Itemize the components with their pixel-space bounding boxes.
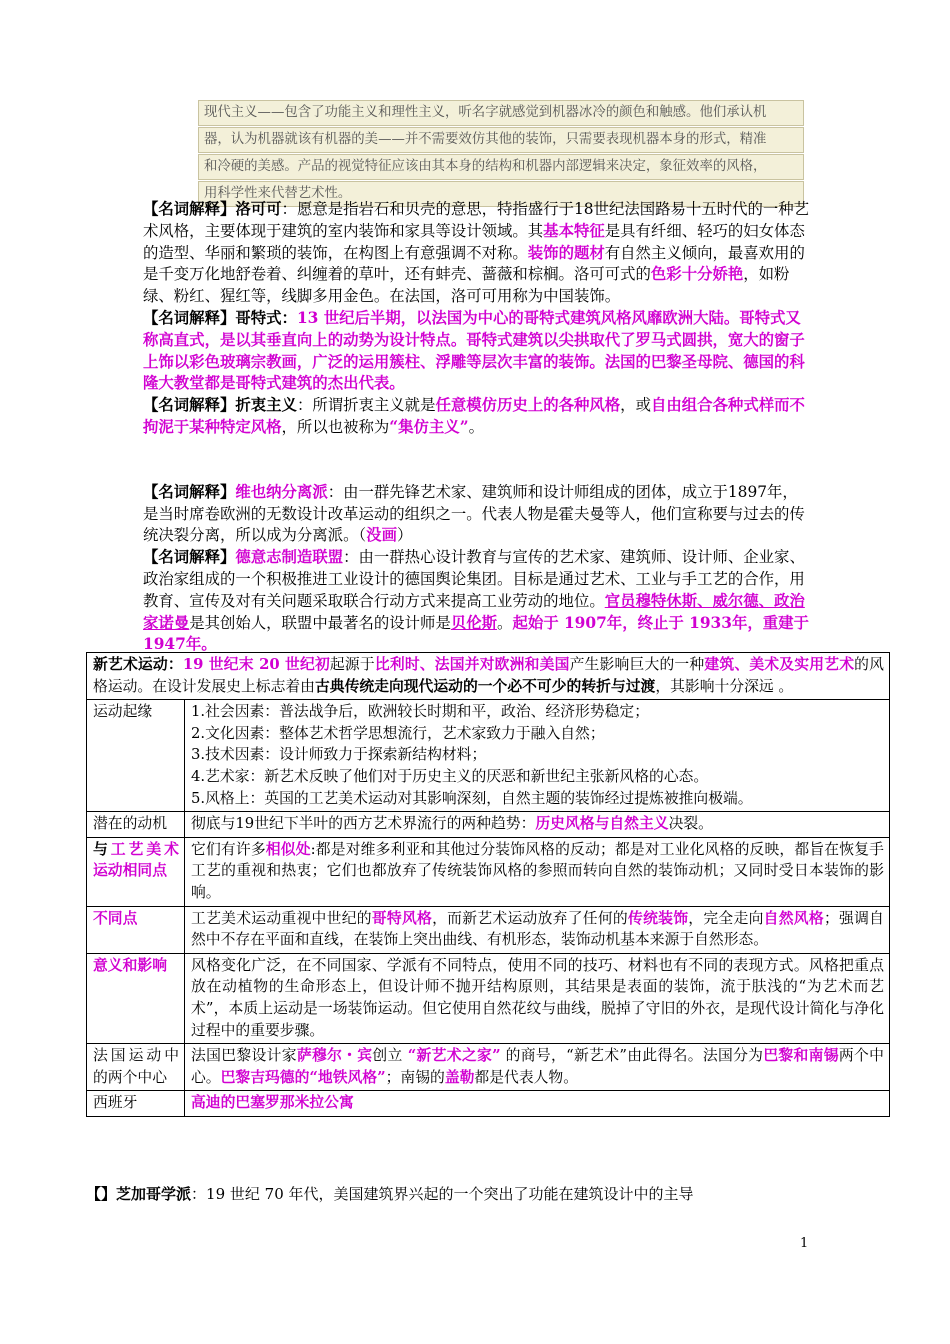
text: ：由一群先锋艺术家、建筑师和设计师组成的团体，成立于1897年，是当时席卷欧洲的无数设计改革运动的组织之一。代表人物是霍夫曼等人，他们宣称要与过去的传统决裂分离，所以成为分离派。（ (143, 482, 805, 545)
list-item: 5.风格上：英国的工艺美术运动对其影响深刻，自然主题的装饰经过提炼被推向极端。 (191, 789, 753, 807)
highlight: 比利时、法国并对欧洲和美国 (374, 656, 570, 673)
text: 它们有许多 (191, 840, 266, 858)
text: 创立 (372, 1047, 408, 1065)
text: ：19 世纪 70 年代，美国建筑界兴起的一个突出了功能在建筑设计中的主导 (191, 1185, 694, 1203)
highlight: 色彩十分娇艳 (650, 265, 744, 284)
term: 维也纳分离派 (235, 482, 328, 501)
text: ；南锡的 (385, 1068, 445, 1086)
highlight: 萨穆尔・宾 (296, 1047, 373, 1065)
list-item: 3.技术因素：设计师致力于探索新结构材料； (191, 746, 487, 764)
text: 。 (497, 613, 513, 632)
term: 洛可可 (235, 200, 282, 218)
definition-werkbund (143, 547, 813, 656)
tag: 【名词解释】 (143, 482, 236, 501)
highlight: 官员穆特休斯、威尔德、政治家诺曼 (143, 591, 805, 632)
tag: 【名词解释】 (143, 548, 236, 567)
tag: 【名词解释】 (143, 308, 236, 327)
tag: 【名词解释】 (143, 396, 236, 415)
row-head: 潜在的动机 (87, 812, 185, 838)
quote-line: 用科学性来代替艺术性。 (198, 181, 804, 207)
text: ：由一群热心设计教育与宣传的艺术家、建筑师、设计师、企业家、政治家组成的一个积极推进工业设计的德国舆论集团。目标是通过艺术、工业与手工艺的合作，用教育、宣传及对有关问题采取联合行动方式来提高工业劳动的地位。 (143, 548, 805, 610)
text: ：愿意是指岩石和贝壳的意思，特指盛行于18世纪法国路易十五时代的一种艺术风格，主要体现于建筑的室内装饰和家具等设计领域。其 (143, 200, 810, 240)
table-cell (185, 812, 890, 838)
table-cell (185, 1044, 890, 1091)
list-item: 4.艺术家：新艺术反映了他们对于历史主义的厌恶和新世纪主张新风格的心态。 (191, 767, 709, 785)
list-item: 1.社会因素：普法战争后，欧洲较长时期和平，政治、经济形势稳定； (191, 703, 650, 721)
row-head: 法国运动中的两个中心 (87, 1044, 185, 1091)
text: ：所谓折衷主义就是 (296, 396, 436, 415)
row-head: 意义和影响 (87, 953, 185, 1043)
highlight: 盖勒 (444, 1068, 475, 1086)
text: 工艺美术运动重视中世纪的 (191, 909, 372, 927)
highlight: 传统装饰 (628, 909, 689, 927)
highlight: 自然风格 (763, 909, 824, 927)
definition-gothic (143, 308, 813, 395)
highlight: 装饰的题材 (527, 243, 605, 262)
table-row (87, 700, 890, 812)
text: 彻底与19世纪下半叶的西方艺术界流行的两种趋势： (191, 815, 536, 833)
table-row (87, 1044, 890, 1091)
table-cell (185, 837, 890, 906)
definition-secession (143, 482, 813, 547)
highlight: 起始于 1907年，终止于 1933年，重建于 1947年。 (143, 613, 809, 654)
text: 是具有纤细、轻巧的妇女体态的造型、华丽和繁琐的装饰，在构图上有意强调不对称。 (143, 221, 805, 262)
text: 有自然主义倾向，最喜欢用的是千变万化地舒卷着、纠缠着的草叶，还有蚌壳、蔷薇和棕榈。洛可可式的 (143, 243, 805, 284)
highlight: 古典传统走向现代运动的一个必不可少的转折与过渡 (314, 677, 656, 695)
quote-box (198, 100, 804, 208)
term: 折衷主义 (235, 396, 297, 415)
highlight: 基本特征 (543, 221, 605, 240)
footer-text (86, 1184, 886, 1204)
highlight: 哥特风格 (371, 909, 433, 927)
table-cell-intro (87, 653, 890, 700)
text: 是其创始人，联盟中最著名的设计师是 (189, 613, 451, 632)
text: 。 (468, 417, 484, 436)
highlight: 13 世纪后半期，以法国为中心的哥特式建筑风格风靡欧洲大陆。哥特式又称高直式，是以其垂直向上的动势为设计特点。哥特式建筑以尖拱取代了罗马式圆拱，宽大的窗子上饰以彩色玻璃宗教画，广泛的运用簇柱、浮雕等层次丰富的装饰。法国的巴黎圣母院、德国的科隆大教堂都是哥特式建筑的杰出代表。 (143, 308, 805, 393)
table-row (87, 1091, 890, 1117)
text: ） (396, 526, 413, 545)
highlight: 自由组合各种式样而不拘泥于某种特定风格 (143, 396, 805, 436)
term: 芝加哥学派 (116, 1185, 192, 1203)
text: ；强调自然中不存在平面和直线，在装饰上突出曲线、有机形态，装饰动机基本来源于自然形态。 (191, 909, 884, 949)
text: ，而新艺术运动放弃了任何的 (432, 909, 629, 927)
table-cell (185, 906, 890, 953)
highlight: “集仿主义” (389, 417, 469, 436)
highlight: 巴黎吉玛德的“地铁风格” (220, 1068, 386, 1086)
quote-line: 现代主义——包含了功能主义和理性主义，听名字就感觉到机器冰冷的颜色和触感。他们承认机 (198, 100, 804, 126)
table-row (87, 837, 890, 906)
highlight: “新艺术之家” (407, 1047, 501, 1065)
definition-eclectic (143, 395, 813, 439)
main-text (143, 199, 813, 656)
text: ，完全走向 (688, 909, 764, 927)
quote-line: 器，认为机器就该有机器的美——并不需要效仿其他的装饰，只需要表现机器本身的形式，精准 (198, 127, 804, 153)
text: 法国巴黎设计家 (191, 1047, 297, 1065)
quote-line: 和冷硬的美感。产品的视觉特征应该由其本身的结构和机器内部逻辑来决定，象征效率的风格， (198, 154, 804, 180)
row-head: 运动起缘 (87, 700, 185, 812)
text: 两个中心。 (191, 1047, 884, 1086)
highlight: 贝伦斯 (450, 613, 498, 632)
row-head: 不同点 (87, 906, 185, 953)
text: 起源于 (329, 656, 375, 673)
text: ，其影响十分深远 。 (655, 677, 794, 695)
text: :都是对维多利亚和其他过分装饰风格的反动；都是对工业化风格的反映，都旨在恢复手工艺的重视和热衷；它们也都放弃了传统装饰风格的参照而转向自然的装饰动机；又同时受日本装饰的影响。 (191, 840, 884, 901)
table-row (87, 906, 890, 953)
highlight: 工艺美术运动相同点 (93, 840, 179, 880)
list-item: 2.文化因素：整体艺术哲学思想流行，艺术家致力于融入自然； (191, 724, 605, 742)
tag: 【名词解释】 (143, 200, 236, 218)
highlight: 相似处 (265, 840, 311, 858)
definition-rococo (143, 199, 813, 308)
highlight: 没画 (366, 526, 397, 545)
text: 产生影响巨大的一种 (569, 656, 705, 673)
highlight: 建筑、美术及实用艺术 (704, 656, 855, 673)
table-row (87, 953, 890, 1043)
row-head: 西班牙 (87, 1091, 185, 1117)
text: ，所以也被称为 (281, 417, 390, 436)
highlight: 任意模仿历史上的各种风格 (435, 396, 621, 415)
table-row (87, 812, 890, 838)
highlight: 19 世纪末 20 世纪初 (182, 656, 330, 673)
art-nouveau-table (86, 652, 890, 1117)
highlight: 历史风格与自然主义 (535, 815, 669, 833)
term: 德意志制造联盟 (235, 548, 344, 567)
text: 都是代表人物。 (474, 1068, 579, 1086)
text: ，如粉绿、粉红、猩红等，线脚多用金色。在法国，洛可可用称为中国装饰。 (143, 265, 790, 306)
term: 哥特式： (235, 308, 297, 327)
page-number: 1 (800, 1236, 809, 1251)
label: 新艺术运动： (93, 656, 183, 673)
text: ，或 (620, 396, 651, 415)
text: 决裂。 (668, 815, 713, 833)
text: 的风格运动。在设计发展史上标志着由 (93, 656, 884, 695)
table-cell: 风格变化广泛，在不同国家、学派有不同特点，使用不同的技巧、材料也有不同的表现方式。风格把重点放在动植物的生命形态上，但设计师不抛开结构原则，其结果是表面的装饰，流于肤浅的“为艺术而艺术”，本质上运动是一场装饰运动。但它使用自然花纹与曲线，脱掉了守旧的外衣，是现代设计简化与净化过程中的重要步骤。 (185, 953, 890, 1043)
tag: 【】 (86, 1185, 117, 1203)
table-row (87, 653, 890, 700)
highlight: 巴黎和南锡 (763, 1047, 839, 1065)
text: 的商号，“新艺术”由此得名。法国分为 (500, 1047, 764, 1065)
table-cell (185, 700, 890, 812)
table-cell: 高迪的巴塞罗那米拉公寓 (185, 1091, 890, 1117)
text: 与 (93, 840, 111, 858)
row-head (87, 837, 185, 906)
